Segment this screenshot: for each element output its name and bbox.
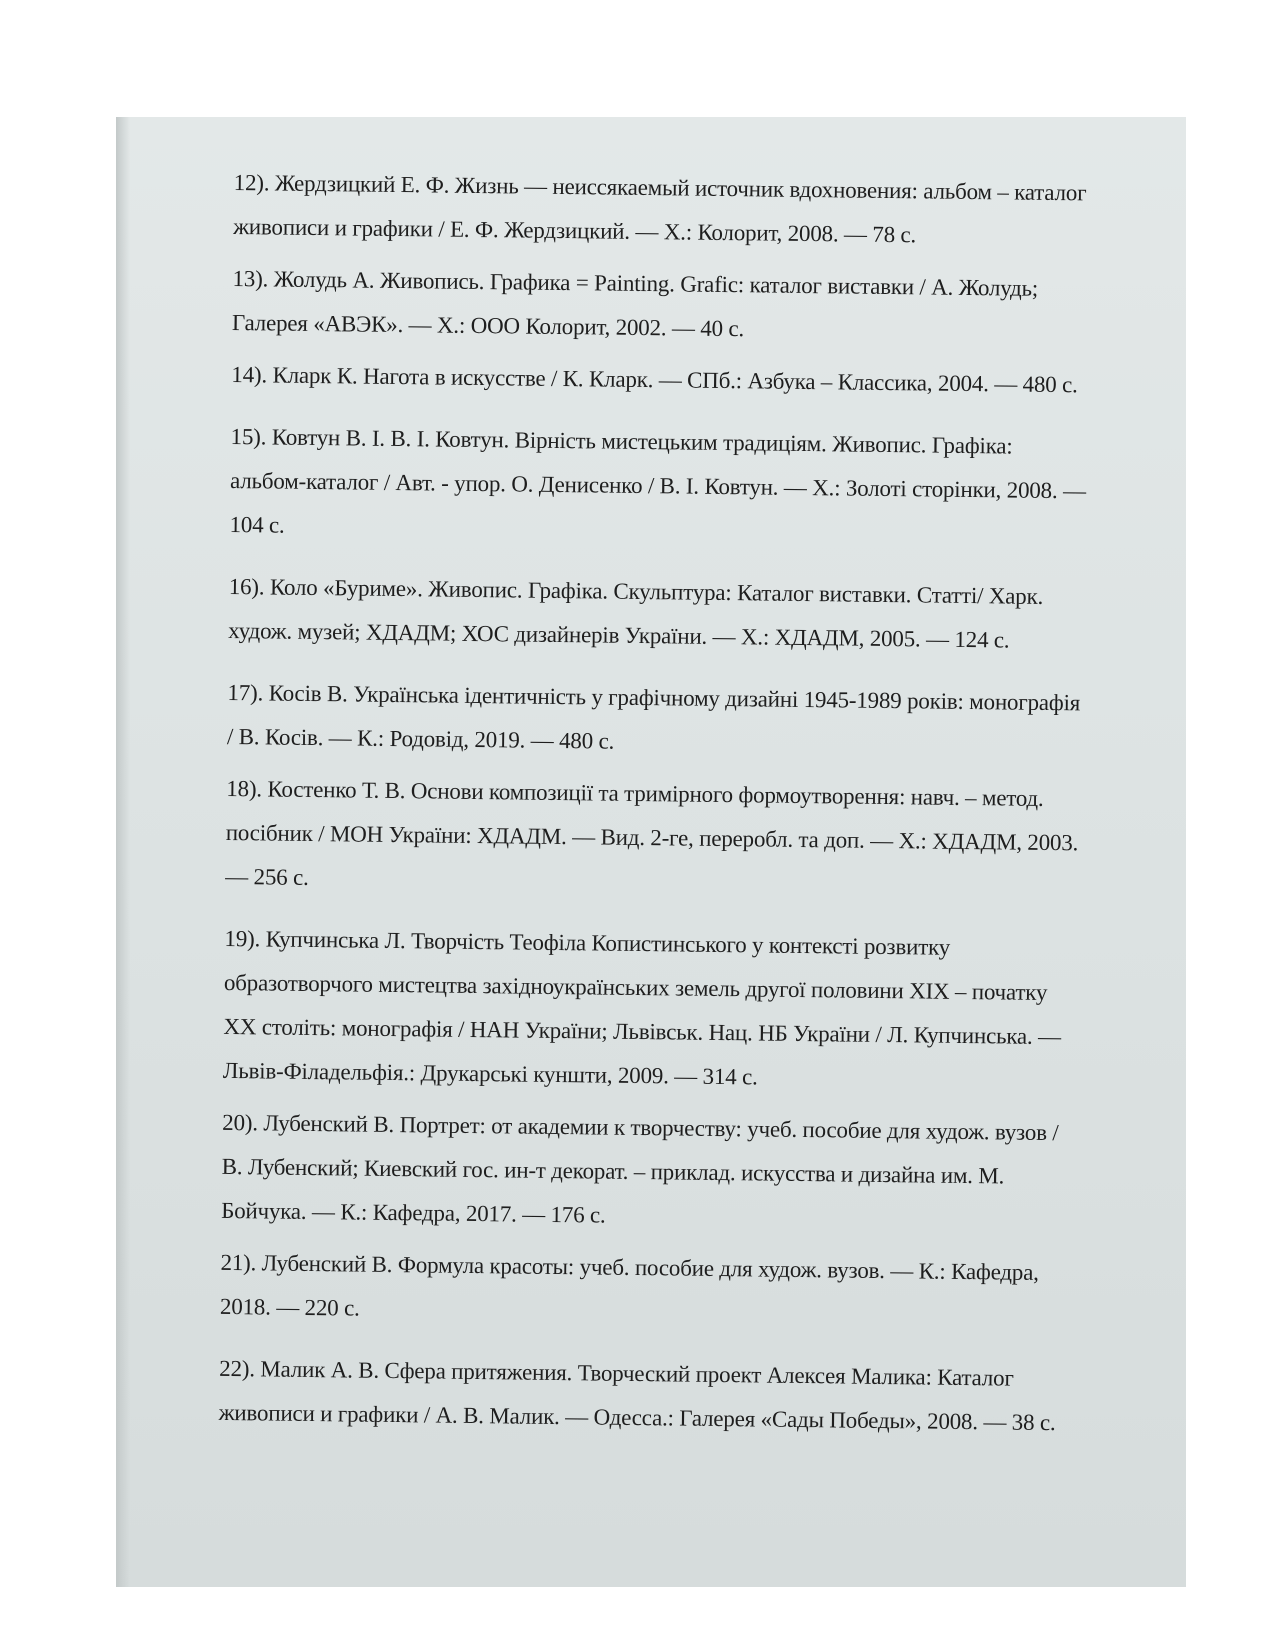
reference-item-16: 16). Коло «Буриме». Живопис. Графіка. Скульптура: Каталог виставки. Статті/ Харк. худож. музей; ХДАДМ; ХОС дизайнерів України. — Х.: ХДАДМ, 2005. — 124 с. bbox=[228, 573, 1044, 653]
reference-item-20: 20). Лубенский В. Портрет: от академии к творчеству: учеб. пособие для худож. вузов / В. Лубенский; Киевский гос. ин-т декорат. – приклад. искусства и дизайна им. М. Бойчука. — К.: Кафедра, 2017. — 176 с. bbox=[221, 1109, 1059, 1228]
reference-item-14: 14). Кларк К. Нагота в искусстве / К. Кларк. — СПб.: Азбука – Классика, 2004. — 480 с. bbox=[231, 361, 1078, 398]
reference-item-15: 15). Ковтун В. І. В. І. Ковтун. Вірність мистецьким традиціям. Живопис. Графіка: альбом-каталог / Авт. - упор. О. Денисенко / В. І. Ковтун. — Х.: Золоті сторінки, 2008. — 104 с. bbox=[229, 423, 1086, 538]
reference-item-12: 12). Жердзицкий Е. Ф. Жизнь — неиссякаемый источник вдохновения: альбом – каталог живописи и графики / Е. Ф. Жердзицкий. — Х.: Колорит, 2008. — 78 с. bbox=[233, 169, 1087, 248]
reference-item-17: 17). Косів В. Українська ідентичність у графічному дизайні 1945-1989 років: монографія / В. Косів. — К.: Родовід, 2019. — 480 с. bbox=[226, 679, 1081, 754]
reference-item-22: 22). Малик А. В. Сфера притяжения. Творческий проект Алексея Малика: Каталог живописи и графики / А. В. Малик. — Одесса.: Галерея «Сады Победы», 2008. — 38 с. bbox=[218, 1355, 1056, 1436]
reference-item-21: 21). Лубенский В. Формула красоты: учеб. пособие для худож. вузов. — К.: Кафедра, 2018. — 220 с. bbox=[219, 1249, 1039, 1321]
reference-item-19: 19). Купчинська Л. Творчість Теофіла Копистинського у контексті розвитку образотворчого мистецтва західноукраїнських земель другої половини ХІХ – початку ХХ століть: монографія / НАН України; Львівськ. Нац. НБ України / Л. Купчинська. — Львів-Філадельфія.: Друкарські куншти, 2009. — 314 с. bbox=[222, 925, 1062, 1090]
scanned-page-photo bbox=[116, 117, 1186, 1587]
reference-item-13: 13). Жолудь А. Живопись. Графика = Painting. Grafic: каталог виставки / А. Жолудь; Галерея «АВЭК». — Х.: ООО Колорит, 2002. — 40 с. bbox=[231, 265, 1039, 342]
reference-item-18: 18). Костенко Т. В. Основи композиції та тримірного формоутворення: навч. – метод. посібник / МОН України: ХДАДМ. — Вид. 2-ге, переробл. та доп. — Х.: ХДАДМ, 2003. — 256 с. bbox=[225, 775, 1079, 890]
reference-list bbox=[218, 161, 1094, 1453]
